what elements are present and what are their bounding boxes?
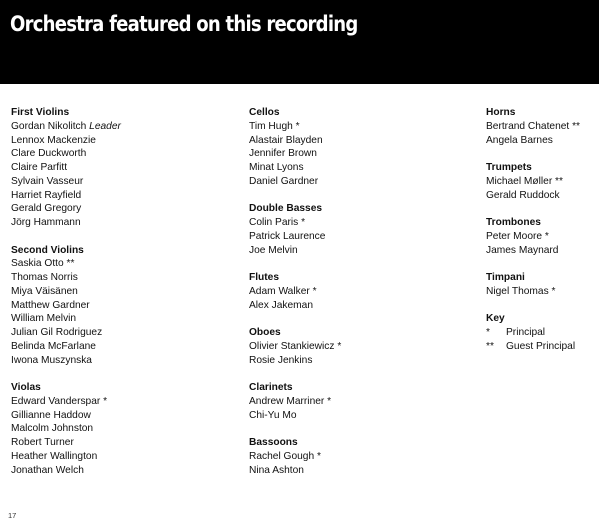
section-double-basses [249,202,341,257]
section-key [486,312,580,353]
section-cellos [249,106,341,189]
section-horns [486,106,580,147]
column-2 [249,106,341,491]
member: Heather Wallington [11,450,98,462]
column-1 [11,106,121,491]
member: William Melvin [11,313,77,325]
section-oboes [249,326,341,367]
member: Julian Gil Rodriguez [11,327,103,338]
section-second-violins [11,244,121,368]
member: Harriet Rayfield [11,189,82,201]
key-entry-principal [486,326,580,340]
key-entry-guest-principal [486,340,580,354]
key-symbol: * [486,327,490,338]
member: Daniel Gardner [249,175,319,187]
member: Clare Duckworth [11,148,87,160]
member: Angela Barnes [486,134,553,146]
member: Gerald Ruddock [486,189,560,201]
member: James Maynard [486,244,559,256]
member: Robert Turner [11,437,74,448]
header-banner [0,0,599,84]
member: Joe Melvin [249,244,298,256]
section-title: Cellos [249,107,280,118]
section-title: Trombones [486,217,541,228]
member: Rachel Gough * [249,450,321,462]
section-bassoons [249,436,341,477]
member: Gerald Gregory [11,203,82,215]
section-clarinets [249,381,341,422]
member: Colin Paris * [249,217,306,228]
member: Chi-Yu Mo [249,409,297,421]
page-number: 17 [8,511,17,520]
section-violas [11,381,121,477]
member: Andrew Marriner * [249,395,332,407]
member: Matthew Gardner [11,299,90,311]
section-trumpets [486,161,580,202]
member: Thomas Norris [11,272,78,283]
section-timpani [486,271,580,299]
member: Gillianne Haddow [11,409,91,421]
member: Belinda McFarlane [11,340,96,352]
member-name: Gordan Nikolitch [11,120,87,132]
member: Olivier Stankiewicz * [249,340,342,352]
member: Iwona Muszynska [11,354,92,366]
section-title: Horns [486,107,516,118]
key-title: Key [486,313,505,325]
member: Miya Väisänen [11,285,78,297]
section-title: Clarinets [249,382,293,393]
member: Alastair Blayden [249,134,323,146]
member: Alex Jakeman [249,299,313,311]
member: Patrick Laurence [249,230,326,242]
member: Edward Vanderspar * [11,395,108,407]
key-label: Guest Principal [506,340,576,352]
member: Jennifer Brown [249,148,317,160]
member: Sylvain Vasseur [11,175,84,187]
member: Lennox Mackenzie [11,134,96,146]
section-title: Flutes [249,272,280,283]
leader-label: Leader [89,120,121,132]
member: Bertrand Chatenet ** [486,120,581,132]
key-symbol: ** [486,340,494,352]
member: Tim Hugh * [249,120,300,132]
section-trombones [486,216,580,257]
section-first-violins [11,106,121,230]
section-title: Violas [11,382,41,393]
section-title: Double Basses [249,203,323,215]
section-title: First Violins [11,107,70,118]
section-title: Bassoons [249,437,298,448]
member-leader [11,120,121,134]
section-title: Timpani [486,272,525,283]
section-flutes [249,271,341,312]
member: Minat Lyons [249,162,304,173]
member: Peter Moore * [486,230,549,242]
section-title: Trumpets [486,162,532,173]
section-title: Oboes [249,327,281,338]
member: Rosie Jenkins [249,354,313,366]
member: Malcolm Johnston [11,423,94,435]
section-title: Second Violins [11,244,84,256]
member: Nigel Thomas * [486,285,556,297]
member: Saskia Otto ** [11,258,75,270]
member: Jörg Hammann [11,217,81,228]
member: Michael Møller ** [486,175,563,187]
member: Claire Parfitt [11,162,68,173]
column-3 [486,106,580,367]
key-label: Principal [506,327,546,338]
page-title: Orchestra featured on this recording [10,12,358,36]
member: Jonathan Welch [11,464,84,476]
member: Adam Walker * [249,285,317,297]
member: Nina Ashton [249,464,304,476]
